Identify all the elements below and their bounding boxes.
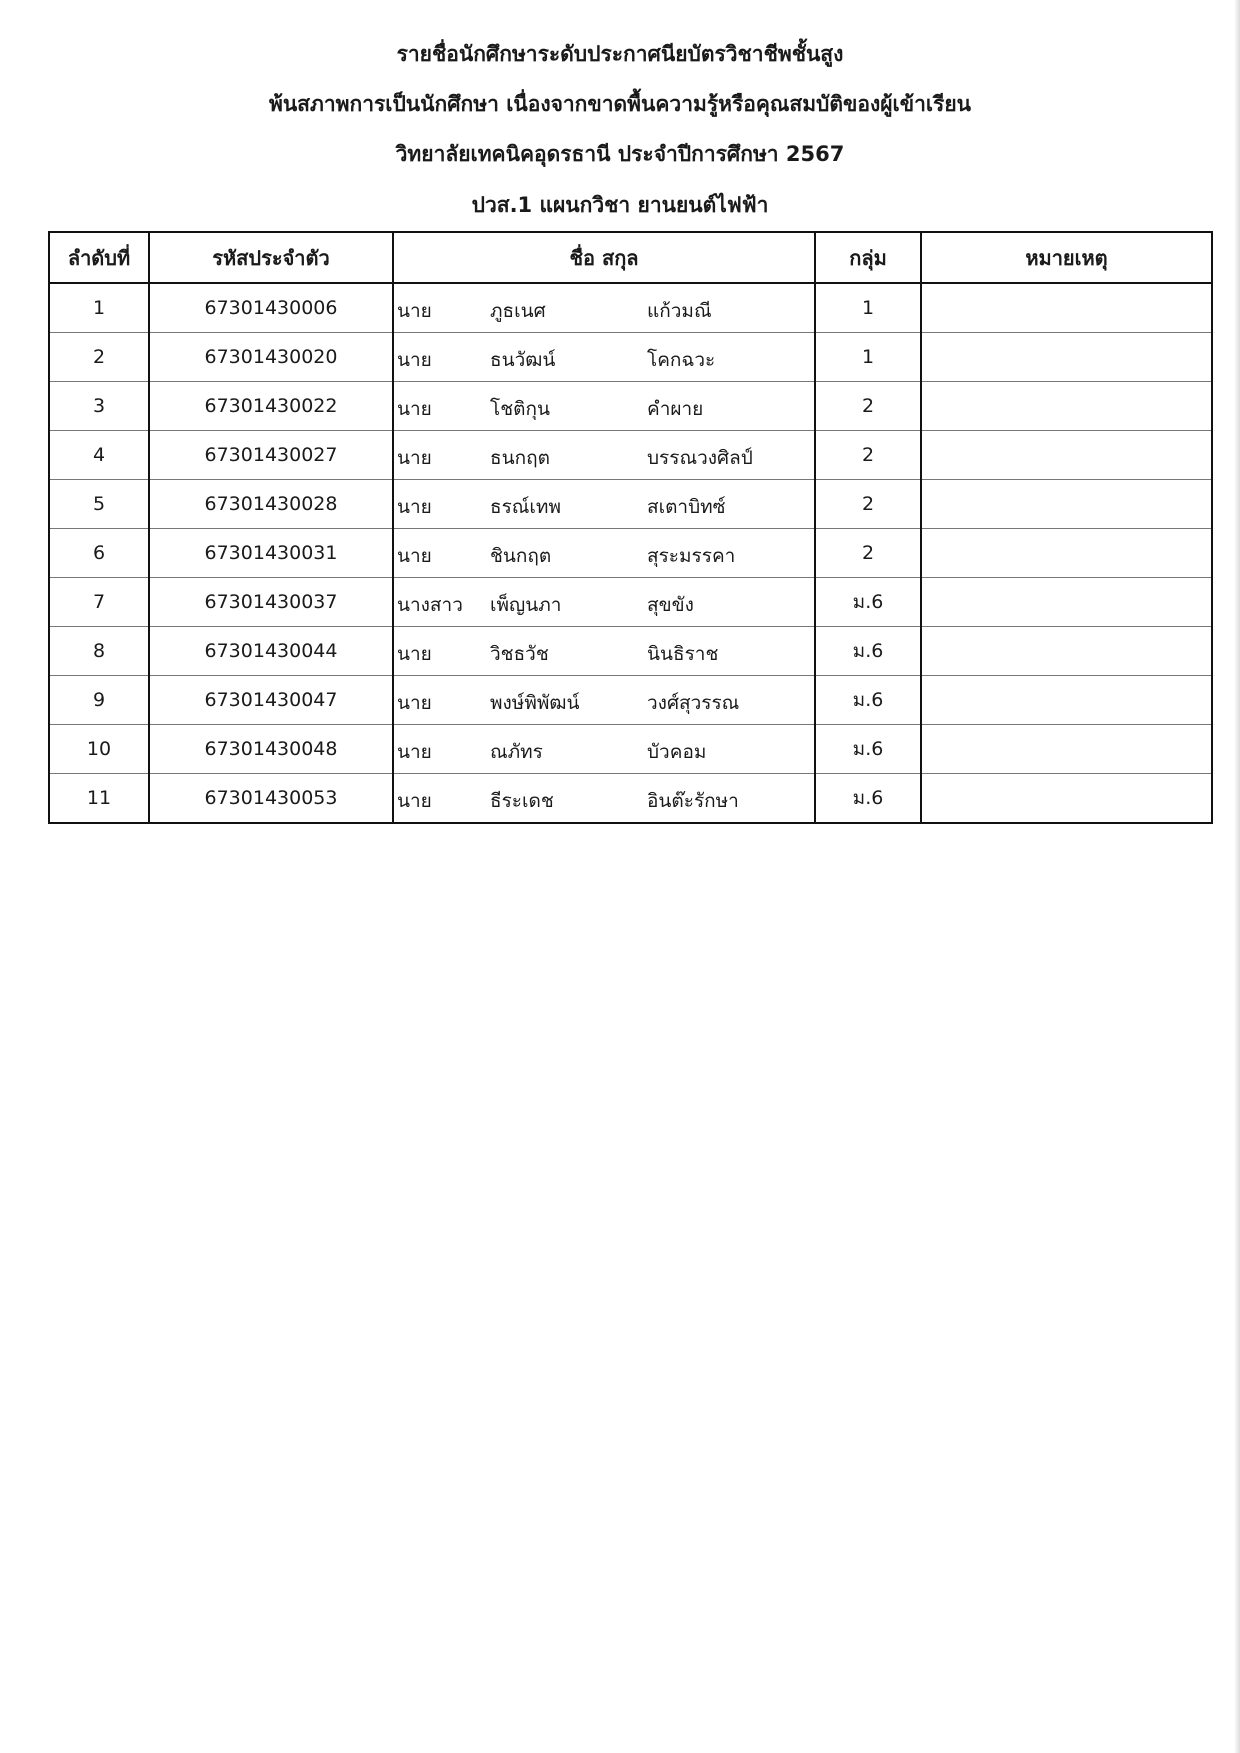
cell-student-id: 67301430031	[149, 529, 393, 578]
cell-name	[393, 431, 815, 480]
table-row	[49, 333, 1212, 382]
cell-group: ม.6	[815, 676, 921, 725]
name-last: วงศ์สุวรรณ	[647, 692, 740, 714]
cell-order: 10	[49, 725, 149, 774]
cell-group: ม.6	[815, 627, 921, 676]
name-last: แก้วมณี	[647, 300, 712, 322]
student-roster-table	[48, 231, 1213, 824]
name-first: ธรณ์เทพ	[490, 496, 561, 518]
cell-remark	[921, 774, 1212, 824]
name-first: เพ็ญนภา	[490, 594, 562, 616]
name-last: อินต๊ะรักษา	[647, 790, 739, 812]
cell-student-id: 67301430027	[149, 431, 393, 480]
cell-order: 3	[49, 382, 149, 431]
name-first: ธนวัฒน์	[490, 349, 556, 371]
name-last: บรรณวงศิลป์	[647, 447, 753, 469]
cell-order: 6	[49, 529, 149, 578]
header-group: กลุ่ม	[815, 232, 921, 283]
name-prefix: นาย	[397, 447, 432, 469]
name-prefix: นาย	[397, 496, 432, 518]
name-prefix: นาย	[397, 349, 432, 371]
cell-remark	[921, 333, 1212, 382]
header-student-id: รหัสประจำตัว	[149, 232, 393, 283]
cell-student-id: 67301430037	[149, 578, 393, 627]
cell-name	[393, 725, 815, 774]
cell-group: ม.6	[815, 725, 921, 774]
cell-remark	[921, 627, 1212, 676]
cell-group: 2	[815, 480, 921, 529]
name-first: ธนกฤต	[490, 447, 550, 469]
name-prefix: นาย	[397, 398, 432, 420]
cell-group: ม.6	[815, 774, 921, 824]
cell-remark	[921, 529, 1212, 578]
scan-edge-shadow	[1234, 0, 1240, 1753]
table-row	[49, 480, 1212, 529]
cell-group: 1	[815, 283, 921, 333]
cell-student-id: 67301430028	[149, 480, 393, 529]
heading-title: รายชื่อนักศึกษาระดับประกาศนียบัตรวิชาชีพชั้นสูง	[396, 42, 844, 66]
name-first: ภูธเนศ	[490, 300, 546, 322]
name-prefix: นาย	[397, 643, 432, 665]
cell-order: 5	[49, 480, 149, 529]
table-row	[49, 283, 1212, 333]
cell-name	[393, 529, 815, 578]
name-prefix: นาย	[397, 790, 432, 812]
cell-remark	[921, 676, 1212, 725]
cell-group: 1	[815, 333, 921, 382]
cell-student-id: 67301430053	[149, 774, 393, 824]
header-remark: หมายเหตุ	[921, 232, 1212, 283]
name-first: วิชธวัช	[490, 643, 549, 665]
document-heading	[0, 36, 1240, 232]
table-header-row	[49, 232, 1212, 283]
name-prefix: นาย	[397, 545, 432, 567]
cell-student-id: 67301430022	[149, 382, 393, 431]
table-row	[49, 627, 1212, 676]
cell-remark	[921, 725, 1212, 774]
cell-order: 1	[49, 283, 149, 333]
cell-name	[393, 627, 815, 676]
cell-group: 2	[815, 431, 921, 480]
cell-group: 2	[815, 529, 921, 578]
heading-department: ปวส.1 แผนกวิชา ยานยนต์ไฟฟ้า	[471, 193, 769, 217]
heading-college-year: วิทยาลัยเทคนิคอุดรธานี ประจำปีการศึกษา 2567	[395, 142, 845, 166]
table-row	[49, 676, 1212, 725]
name-first: โชติกุน	[490, 398, 550, 420]
cell-name	[393, 578, 815, 627]
name-last: คำผาย	[647, 398, 704, 420]
heading-reason: พ้นสภาพการเป็นนักศึกษา เนื่องจากขาดพื้นความรู้หรือคุณสมบัติของผู้เข้าเรียน	[268, 92, 971, 116]
name-last: สเตาบิทซ์	[647, 496, 726, 518]
name-first: พงษ์พิพัฒน์	[490, 692, 580, 714]
cell-remark	[921, 283, 1212, 333]
cell-name	[393, 774, 815, 824]
cell-order: 9	[49, 676, 149, 725]
cell-name	[393, 480, 815, 529]
cell-remark	[921, 480, 1212, 529]
table-row	[49, 774, 1212, 824]
name-last: บัวคอม	[647, 741, 707, 763]
cell-student-id: 67301430048	[149, 725, 393, 774]
name-first: ณภัทร	[490, 741, 543, 763]
table-row	[49, 382, 1212, 431]
name-last: สุระมรรคา	[647, 545, 736, 567]
cell-order: 7	[49, 578, 149, 627]
cell-order: 8	[49, 627, 149, 676]
name-prefix: นางสาว	[397, 594, 463, 616]
name-prefix: นาย	[397, 741, 432, 763]
cell-name	[393, 382, 815, 431]
cell-student-id: 67301430006	[149, 283, 393, 333]
cell-order: 2	[49, 333, 149, 382]
table-row	[49, 578, 1212, 627]
name-first: ชินกฤต	[490, 545, 552, 567]
cell-name	[393, 333, 815, 382]
cell-name	[393, 676, 815, 725]
table-row	[49, 431, 1212, 480]
name-first: ธีระเดช	[490, 790, 554, 812]
name-last: โคกฉวะ	[647, 349, 716, 371]
header-order: ลำดับที่	[49, 232, 149, 283]
name-prefix: นาย	[397, 692, 432, 714]
cell-group: 2	[815, 382, 921, 431]
name-last: สุขขัง	[647, 594, 694, 616]
name-last: นินธิราช	[647, 643, 719, 665]
cell-remark	[921, 382, 1212, 431]
header-name: ชื่อ สกุล	[393, 232, 815, 283]
cell-student-id: 67301430044	[149, 627, 393, 676]
cell-student-id: 67301430047	[149, 676, 393, 725]
cell-order: 4	[49, 431, 149, 480]
table-row	[49, 529, 1212, 578]
cell-group: ม.6	[815, 578, 921, 627]
name-prefix: นาย	[397, 300, 432, 322]
cell-order: 11	[49, 774, 149, 824]
table-row	[49, 725, 1212, 774]
cell-remark	[921, 431, 1212, 480]
cell-remark	[921, 578, 1212, 627]
cell-name	[393, 283, 815, 333]
cell-student-id: 67301430020	[149, 333, 393, 382]
